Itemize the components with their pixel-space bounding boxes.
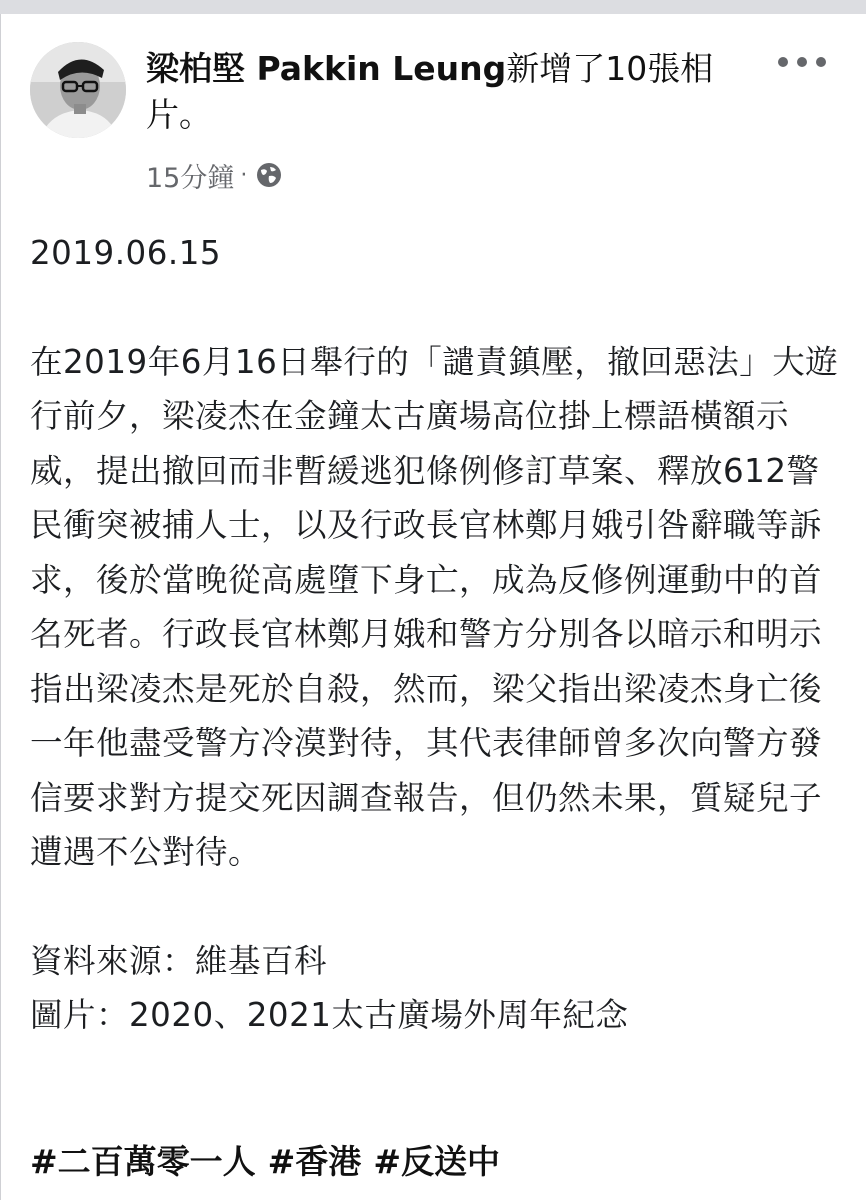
- hashtag-link[interactable]: #二百萬零一人: [30, 1142, 256, 1181]
- more-options-icon[interactable]: [778, 52, 826, 72]
- author-name-link[interactable]: 梁柏堅 Pakkin Leung: [146, 49, 507, 88]
- post-meta: [146, 156, 283, 194]
- post-timestamp[interactable]: 15分鐘: [146, 162, 235, 194]
- post-images-line: 圖片：2020、2021太古廣場外周年紀念: [30, 996, 629, 1034]
- hashtag-link[interactable]: #反送中: [373, 1142, 500, 1181]
- left-edge-divider: [0, 14, 1, 1200]
- post-action-text: 新增了10張相片。: [146, 49, 714, 134]
- post-date-text: 2019.06.15: [30, 234, 222, 272]
- post-body: [30, 226, 842, 1043]
- post-main-paragraph: 在2019年6月16日舉行的「譴責鎮壓，撤回惡法」大遊行前夕，梁凌杰在金鐘太古廣場高位掛上標語橫額示威，提出撤回而非暫緩逃犯條例修訂草案、釋放612警民衝突被捕人士，以及行政長官林鄭月娥引咎辭職等訴求，後於當晚從高處墮下身亡，成為反修例運動中的首名死者。行政長官林鄭月娥和警方分別各以暗示和明示指出梁凌杰是死於自殺，然而，梁父指出梁凌杰身亡後一年他盡受警方冷漠對待，其代表律師曾多次向警方發信要求對方提交死因調查報告，但仍然未果，質疑兒子遭遇不公對待。: [30, 342, 839, 871]
- hashtag-row: [30, 1138, 512, 1186]
- post-header-title: [146, 46, 766, 138]
- hashtag-link[interactable]: #香港: [267, 1142, 362, 1181]
- globe-icon[interactable]: [255, 161, 283, 189]
- avatar-photo-icon: [30, 42, 126, 138]
- avatar[interactable]: [30, 42, 126, 138]
- post-source-line: 資料來源：維基百科: [30, 941, 328, 980]
- top-strip: [0, 0, 866, 14]
- meta-separator: ·: [240, 162, 248, 188]
